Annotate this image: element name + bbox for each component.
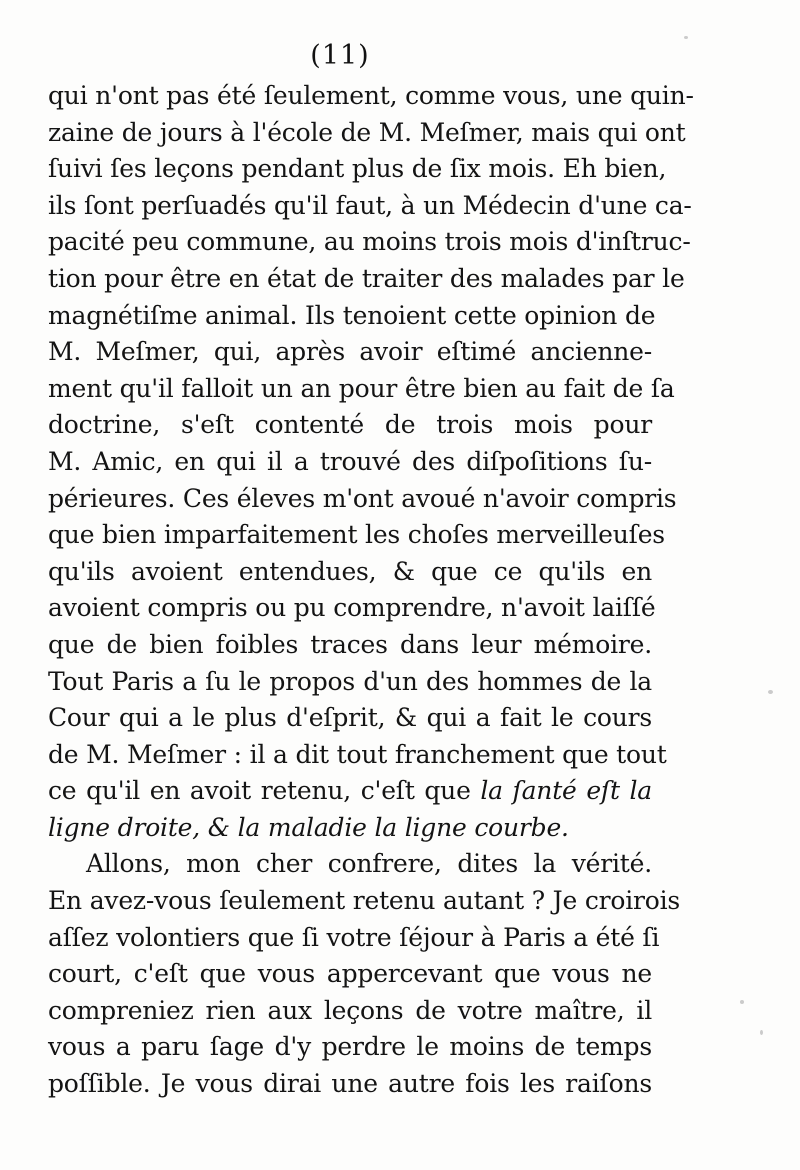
text-line: que de bien foibles traces dans leur mémoire.: [48, 629, 652, 659]
text-line: avoient compris ou pu comprendre, n'avoit laiſſé: [48, 593, 656, 623]
text-line: Cour qui a le plus d'eſprit, & qui a fait le cours: [48, 703, 652, 733]
text-line: qu'ils avoient entendues, & que ce qu'ils en: [48, 556, 652, 586]
text-line: doctrine, s'eſt contenté de trois mois pour: [48, 410, 652, 440]
paper-speck: [740, 1000, 744, 1004]
text-line: que bien imparfaitement les choſes merveilleuſes: [48, 520, 665, 550]
text-line: [48, 810, 652, 847]
text-line: ment qu'il falloit un an pour être bien au fait de ſa: [48, 373, 675, 403]
paper-speck: [684, 36, 688, 39]
text-line: aſſez volontiers que ſi votre ſéjour à Paris a été ſi: [48, 922, 660, 952]
text-line: Allons, mon cher confrere, dites la vérité.: [86, 849, 652, 879]
body-text: [48, 78, 694, 1103]
page-number: (11): [310, 40, 370, 71]
text-line: magnétiſme animal. Ils tenoient cette opinion de: [48, 300, 656, 330]
text-line: ce qu'il en avoit retenu, c'eſt que la ſanté eſt la: [48, 776, 652, 806]
text-line: M. Amic, en qui il a trouvé des diſpoſitions ſu-: [48, 446, 652, 476]
text-line: tion pour être en état de traiter des malades par le: [48, 263, 685, 293]
text-line: En avez-vous ſeulement retenu autant ? Je croirois: [48, 886, 681, 916]
italic-quote: la ſanté eſt la: [480, 776, 652, 806]
italic-quote: ligne droite, & la maladie la ligne courbe.: [48, 812, 569, 842]
text-line: poſſible. Je vous dirai une autre fois les raiſons: [48, 1069, 652, 1099]
text-line: pacité peu commune, au moins trois mois d'inſtruc-: [48, 227, 691, 257]
text-line: Tout Paris a ſu le propos d'un des hommes de la: [48, 666, 652, 696]
text-line: de M. Meſmer : il a dit tout franchement que tout: [48, 739, 667, 769]
text-line: court, c'eſt que vous appercevant que vous ne: [48, 959, 652, 989]
text-line: compreniez rien aux leçons de votre maître, il: [48, 995, 652, 1025]
text-line: zaine de jours à l'école de M. Meſmer, mais qui ont: [48, 117, 686, 147]
text-line: vous a paru ſage d'y perdre le moins de temps: [48, 1032, 652, 1062]
text-line: M. Meſmer, qui, après avoir eſtimé ancienne-: [48, 337, 652, 367]
paper-speck: [760, 1030, 763, 1035]
text-line: ſuivi ſes leçons pendant plus de ſix mois. Eh bien,: [48, 154, 667, 184]
paper-speck: [768, 690, 773, 694]
text-line: périeures. Ces éleves m'ont avoué n'avoir compris: [48, 483, 677, 513]
text-line: qui n'ont pas été ſeulement, comme vous, une quin-: [48, 81, 694, 110]
text-line: ils ſont perſuadés qu'il faut, à un Médecin d'une ca-: [48, 190, 692, 220]
